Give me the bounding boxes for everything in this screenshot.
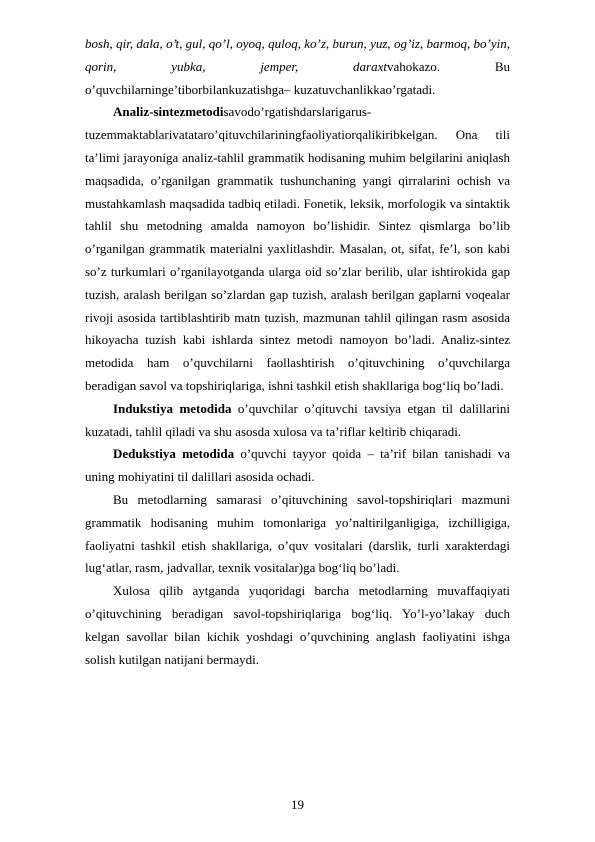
paragraph-examples [85, 33, 510, 101]
samarasi-text: Bu metodlarning samarasi o’qituvchining savol-topshiriqlari mazmuni grammatik hodisaning muhim tomonlariga yo’naltirilganligiga, izchilligiga, faoliyatni tashkil etish shakllariga, o’quv vositalari (darslik, turli xarakterdagi lug‘atlar, rasm, jadvallar, texnik vositalar)ga bog‘liq bo’ladi. [85, 491, 510, 576]
xulosa-text: Xulosa qilib aytganda yuqoridagi barcha metodlarning muvaffaqiyati o’qituvchining beradigan savol-topshiriqlariga bog‘liq. Yo’l-yo’lakay duch kelgan savollar bilan kichik yoshdagi o’quvchining anglash faoliyatini ishga solish kutilgan natijani bermaydi. [85, 583, 510, 667]
examples-italic-text: bosh, qir, dala, o’t, gul, qo’l, oyoq, quloq, ko’z, burun, yuz, og’iz, barmoq, bo’yin, qorin, yubka, jemper, daraxt [85, 36, 510, 74]
analiz-sintez-text: savodo’rgatishdarslarigarus-tuzemmaktablarivatataro’qituvchilariningfaoliyatiorqalikiribkelgan. Ona tili ta’limi jarayoniga analiz-tahlil grammatik hodisaning muhim belgilarini aniqlash maqsadida, o’rganilgan grammatik tushunchaning yangi qirralarini ochish va mustahkamlash maqsadida tadbiq etiladi. Fonetik, leksik, morfologik va sintaktik tahlil shu metodning amalda namoyon bo’lishidir. Sintez qismlarga bo’lib o’rganilgan grammatik materialni yaxlitlashdir. Masalan, ot, sifat, fe’l, son kabi so’z turkumlari o’rganilayotganda ularga oid so’zlar berilib, ular ishtirokida gap tuzish, aralash berilgan so’zlardan gap tuzish, aralash berilgan gaplarni voqealar rivoji asosida tartiblashtirib matn tuzish, mazmunan tahlil qilingan rasm asosida hikoyacha tuzish kabi ishlarda sintez metodi namoyon bo’ladi. Analiz-sintez metodida ham o’quvchilarni faollashtirish o’qituvchining o’quvchilarga beradigan savol va topshiriqlariga, ishni tashkil etish shakllariga bog‘liq bo’ladi. [85, 104, 510, 393]
paragraph-induksiya [85, 398, 510, 444]
induksiya-heading: Indukstiya metodida [113, 400, 232, 416]
paragraph-analiz-sintez [85, 101, 510, 397]
induksiya-text: o’quvchilar o’qituvchi tavsiya etgan til dalillarini kuzatadi, tahlil qiladi va shu asosda xulosa va ta’riflar keltirib chiqaradi. [85, 400, 510, 439]
paragraph-samarasi [85, 489, 510, 580]
paragraph-deduksiya [85, 443, 510, 489]
analiz-sintez-heading: Analiz-sintezmetodi [113, 104, 224, 120]
document-body [85, 33, 510, 671]
deduksiya-text: o’quvchi tayyor qoida – ta’rif bilan tanishadi va uning mohiyatini til dalillari asosida ochadi. [85, 446, 510, 485]
paragraph-xulosa [85, 580, 510, 671]
deduksiya-heading: Dedukstiya metodida [113, 446, 235, 462]
page-number: 19 [291, 797, 304, 812]
examples-text: vahokazo. Bu o’quvchilarninge’tiborbilankuzatishga– kuzatuvchanlikkao’rgatadi. [85, 58, 511, 97]
